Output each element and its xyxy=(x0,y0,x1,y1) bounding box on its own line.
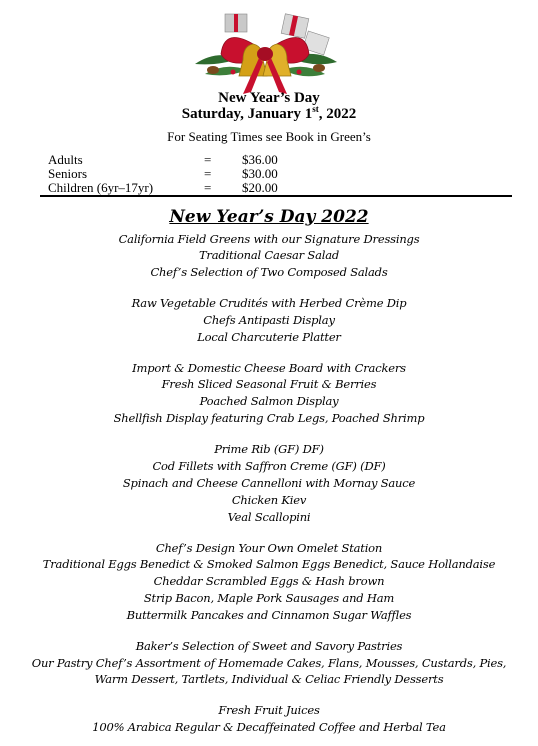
menu-item: Cheddar Scrambled Eggs & Hash brown xyxy=(153,574,385,588)
price-equals: = xyxy=(204,180,212,195)
price-equals: = xyxy=(204,166,212,181)
price-equals: = xyxy=(204,152,212,167)
price-row-children xyxy=(48,180,308,195)
menu-item: Raw Vegetable Crudités with Herbed Crème Dip xyxy=(131,296,407,310)
price-amount: $20.00 xyxy=(242,180,278,195)
menu-item: Chefs Antipasti Display xyxy=(203,313,335,327)
menu-item: Chef’s Design Your Own Omelet Station xyxy=(155,541,383,555)
price-row-adults xyxy=(48,152,308,167)
menu-item: Prime Rib (GF) DF) xyxy=(214,442,324,456)
menu-item: Strip Bacon, Maple Pork Sausages and Ham xyxy=(143,591,395,605)
menu-item: Cod Fillets with Saffron Creme (GF) (DF) xyxy=(152,459,386,473)
menu-item: Chef’s Selection of Two Composed Salads xyxy=(150,265,388,279)
seating-note: For Seating Times see Book in Green’s xyxy=(167,129,371,144)
menu-item: Shellfish Display featuring Crab Legs, Poached Shrimp xyxy=(113,411,425,425)
price-amount: $30.00 xyxy=(242,166,278,181)
menu-item: Our Pastry Chef’s Assortment of Homemade Cakes, Flans, Mousses, Custards, Pies, xyxy=(31,656,507,670)
price-label: Children (6yr–17yr) xyxy=(48,180,154,195)
menu-item: Spinach and Cheese Cannelloni with Mornay Sauce xyxy=(122,476,416,490)
header-date xyxy=(0,106,538,123)
menu-item: Veal Scallopini xyxy=(227,510,311,524)
date-suffix: st xyxy=(312,104,319,114)
menu-item: Chicken Kiev xyxy=(231,493,307,507)
menu-item: Import & Domestic Cheese Board with Crackers xyxy=(132,361,406,375)
price-row-seniors xyxy=(48,166,308,181)
menu-item: Buttermilk Pancakes and Cinnamon Sugar Waffles xyxy=(126,608,412,622)
christmas-bells-ornament-icon xyxy=(185,12,345,96)
date-prefix: Saturday, January 1 xyxy=(181,106,313,122)
price-label: Seniors xyxy=(48,166,87,181)
price-amount: $36.00 xyxy=(242,152,278,167)
menu-item: Poached Salmon Display xyxy=(199,394,339,408)
menu-item: Baker’s Selection of Sweet and Savory Pastries xyxy=(135,639,403,653)
menu-item: 100% Arabica Regular & Decaffeinated Coffee and Herbal Tea xyxy=(92,720,446,734)
menu-item: Fresh Sliced Seasonal Fruit & Berries xyxy=(161,377,377,391)
menu-item: Fresh Fruit Juices xyxy=(218,703,320,717)
menu-item: California Field Greens with our Signature Dressings xyxy=(118,232,420,246)
header-title: New Year’s Day xyxy=(218,90,320,106)
menu-item: Traditional Eggs Benedict & Smoked Salmon Eggs Benedict, Sauce Hollandaise xyxy=(42,557,496,571)
date-year: , 2022 xyxy=(318,106,357,122)
menu-item: Warm Dessert, Tartlets, Individual & Celiac Friendly Desserts xyxy=(94,672,444,686)
menu-item: Traditional Caesar Salad xyxy=(198,248,340,262)
menu-item: Local Charcuterie Platter xyxy=(197,330,341,344)
price-label: Adults xyxy=(48,152,83,167)
divider-rule xyxy=(40,195,512,197)
menu-title: New Year’s Day 2022 xyxy=(169,207,369,227)
